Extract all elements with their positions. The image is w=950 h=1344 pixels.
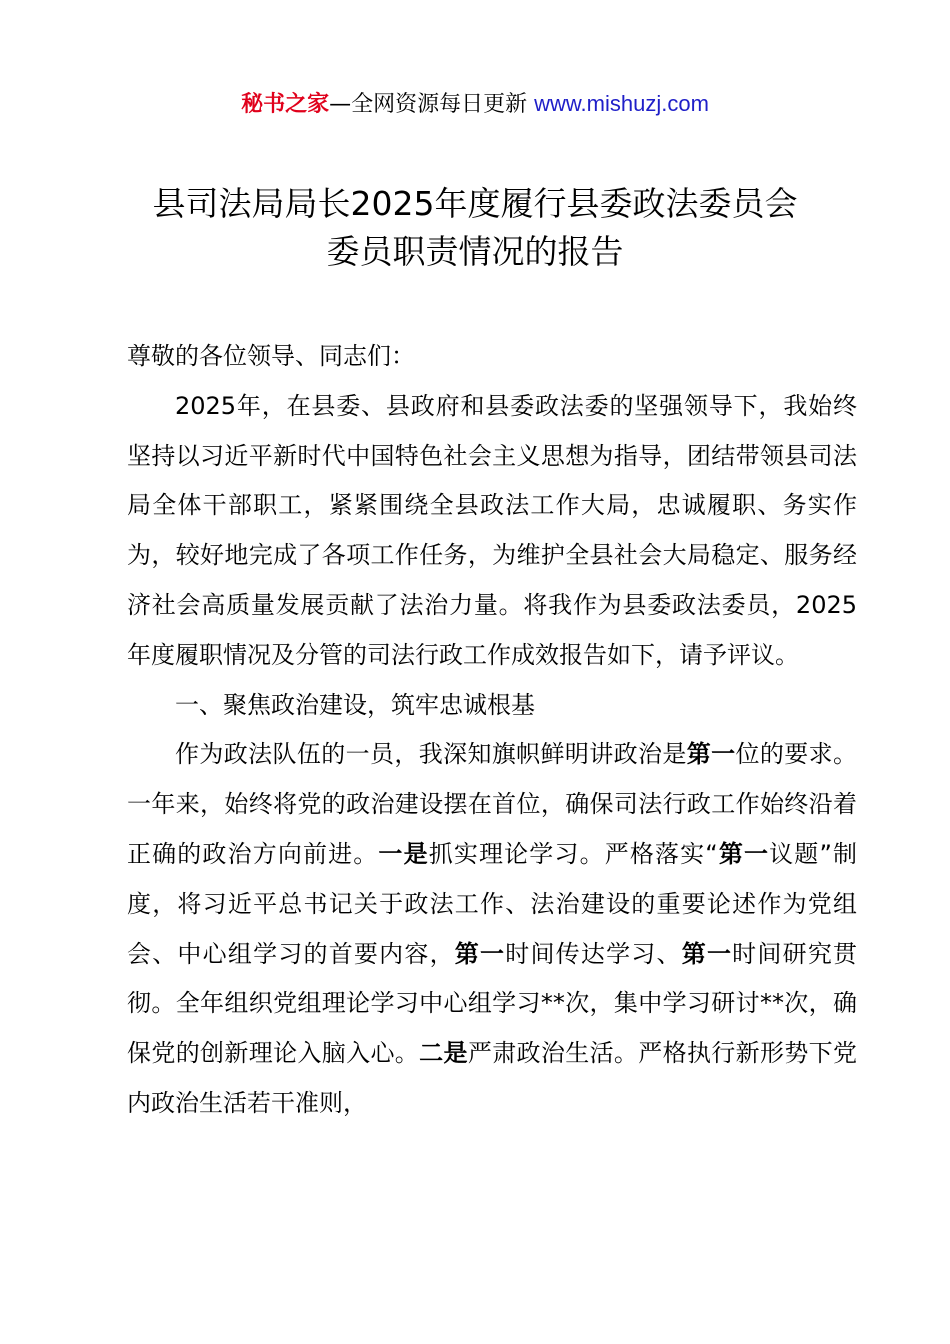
bold-run: 第一 [681, 939, 733, 968]
text-run: 作为政法队伍的一员，我深知旗帜鲜明讲政治是 [175, 740, 687, 769]
title-line-2: 委员职责情况的报告 [326, 232, 624, 271]
bold-run: 第一 [717, 839, 770, 868]
salutation: 尊敬的各位领导、同志们： [127, 342, 415, 370]
header-tagline: —全网资源每日更新 [329, 92, 535, 117]
bold-run: 二是 [419, 1039, 468, 1068]
text-run: 抓实理论学习。严格落实“ [428, 839, 718, 868]
section-1-paragraph [127, 730, 857, 1128]
site-header [0, 86, 950, 123]
title-line-1: 县司法局局长2025年度履行县委政法委员会 [152, 184, 798, 223]
bold-run: 第一 [454, 939, 506, 968]
text-run: 议题”制度，将习近平总书记关于政法工作、法治建设的重要论述作为党组会、中心组学习的首要内容， [127, 839, 858, 968]
bold-run: 一是 [378, 839, 429, 868]
bold-run: 第一 [686, 740, 736, 769]
document-body [127, 332, 857, 1129]
site-url[interactable]: www.mishuzj.com [534, 91, 709, 116]
text-run: 位的要求。一年来，始终将党的政治建设摆在首位，确保司法行政工作始终沿着正确的政治方向前进。 [127, 740, 858, 868]
section-1-heading: 一、聚焦政治建设，筑牢忠诚根基 [175, 690, 535, 719]
brand-name: 秘书之家 [241, 92, 330, 117]
text-run: 时间研究贯彻。全年组织党组理论学习中心组学习**次，集中学习研讨**次，确保党的创新理论入脑入心。 [127, 939, 858, 1068]
document-title [60, 180, 890, 276]
text-run: 时间传达学习、 [505, 939, 682, 968]
text-run: 严肃政治生活。严格执行新形势下党内政治生活若干准则， [127, 1039, 858, 1117]
intro-paragraph: 2025年，在县委、县政府和县委政法委的坚强领导下，我始终坚持以习近平新时代中国特色社会主义思想为指导，团结带领县司法局全体干部职工，紧紧围绕全县政法工作大局，忠诚履职、务实作为，较好地完成了各项工作任务，为维护全县社会大局稳定、服务经济社会高质量发展贡献了法治力量。将我作为县委政法委员，2025年度履职情况及分管的司法行政工作成效报告如下，请予评议。 [127, 391, 857, 669]
